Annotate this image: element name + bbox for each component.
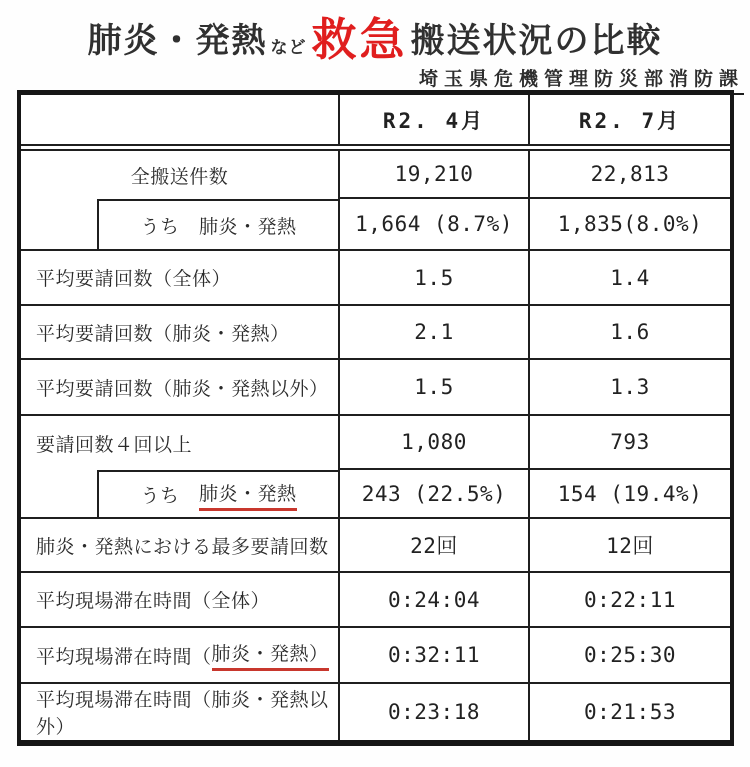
title-segment-1: 肺炎・発熱	[87, 21, 268, 60]
row-label	[21, 628, 340, 684]
row-label: 平均要請回数（肺炎・発熱以外）	[21, 360, 340, 416]
title-note: など	[270, 38, 307, 57]
row-label-nested-cell	[21, 199, 340, 251]
row-value-jul: 0:22:11	[530, 573, 730, 628]
row-value-apr: 1.5	[340, 360, 530, 416]
row-value-jul: 1.6	[530, 306, 730, 360]
row-value-jul: 793	[530, 416, 730, 470]
row-value-apr: 1,080	[340, 416, 530, 470]
row-value-apr: 243 (22.5%)	[340, 470, 530, 519]
row-value-apr: 19,210	[340, 151, 530, 199]
row-value-jul: 22,813	[530, 151, 730, 199]
nested-label-box	[97, 199, 338, 249]
row-label-red-underlined: 肺炎・発熱	[199, 479, 297, 511]
table-row	[21, 416, 730, 470]
row-value-jul: 0:25:30	[530, 628, 730, 684]
row-value-jul: 154 (19.4%)	[530, 470, 730, 519]
title-accent-red: 救急	[311, 14, 408, 65]
table-row	[21, 306, 730, 360]
row-value-apr: 0:23:18	[340, 684, 530, 740]
row-value-jul: 1,835(8.0%)	[530, 199, 730, 251]
table-row	[21, 199, 730, 251]
indent-strip	[21, 199, 97, 249]
row-value-apr: 0:24:04	[340, 573, 530, 628]
header-col-r2-4: R2. 4月	[340, 95, 530, 144]
row-label: 平均要請回数（全体）	[21, 251, 340, 306]
comparison-table	[17, 90, 734, 746]
table-header-row	[21, 95, 730, 151]
table-row	[21, 519, 730, 573]
row-label: うち 肺炎・発熱	[140, 216, 297, 238]
table-row	[21, 573, 730, 628]
page	[0, 6, 750, 738]
row-value-apr: 0:32:11	[340, 628, 530, 684]
row-value-apr: 22回	[340, 519, 530, 573]
table-row	[21, 360, 730, 416]
indent-strip	[21, 470, 97, 517]
row-value-apr: 2.1	[340, 306, 530, 360]
header-col-r2-7: R2. 7月	[578, 108, 682, 133]
row-value-apr: 1,664 (8.7%)	[340, 199, 530, 251]
row-value-jul: 12回	[530, 519, 730, 573]
table-row	[21, 470, 730, 519]
table-row	[21, 151, 730, 199]
row-value-jul: 1.4	[530, 251, 730, 306]
subtitle: 埼玉県危機管理防災部消防課	[419, 64, 744, 95]
title-segment-2: 搬送状況の比較	[410, 21, 663, 60]
row-label-prefix: 平均現場滞在時間（	[36, 646, 212, 668]
row-value-jul: 1.3	[530, 360, 730, 416]
row-label-prefix: うち	[140, 486, 199, 507]
row-label: 平均現場滞在時間（全体）	[21, 573, 340, 628]
row-label-red-underlined: 肺炎・発熱）	[212, 639, 329, 671]
table-row	[21, 684, 730, 740]
row-label: 全搬送件数	[21, 151, 340, 199]
row-label: 肺炎・発熱における最多要請回数	[21, 519, 340, 573]
row-label-nested-cell	[21, 470, 340, 519]
table-row	[21, 251, 730, 306]
nested-label-box	[97, 470, 338, 517]
row-value-apr: 1.5	[340, 251, 530, 306]
page-title	[0, 6, 750, 65]
row-label: 要請回数４回以上	[21, 416, 340, 470]
row-value-jul: 0:21:53	[583, 700, 676, 724]
row-label: 平均現場滞在時間（肺炎・発熱以外）	[21, 684, 340, 740]
row-label: 平均要請回数（肺炎・発熱）	[21, 306, 340, 360]
header-spacer-cell	[21, 95, 340, 144]
table-row	[21, 628, 730, 684]
